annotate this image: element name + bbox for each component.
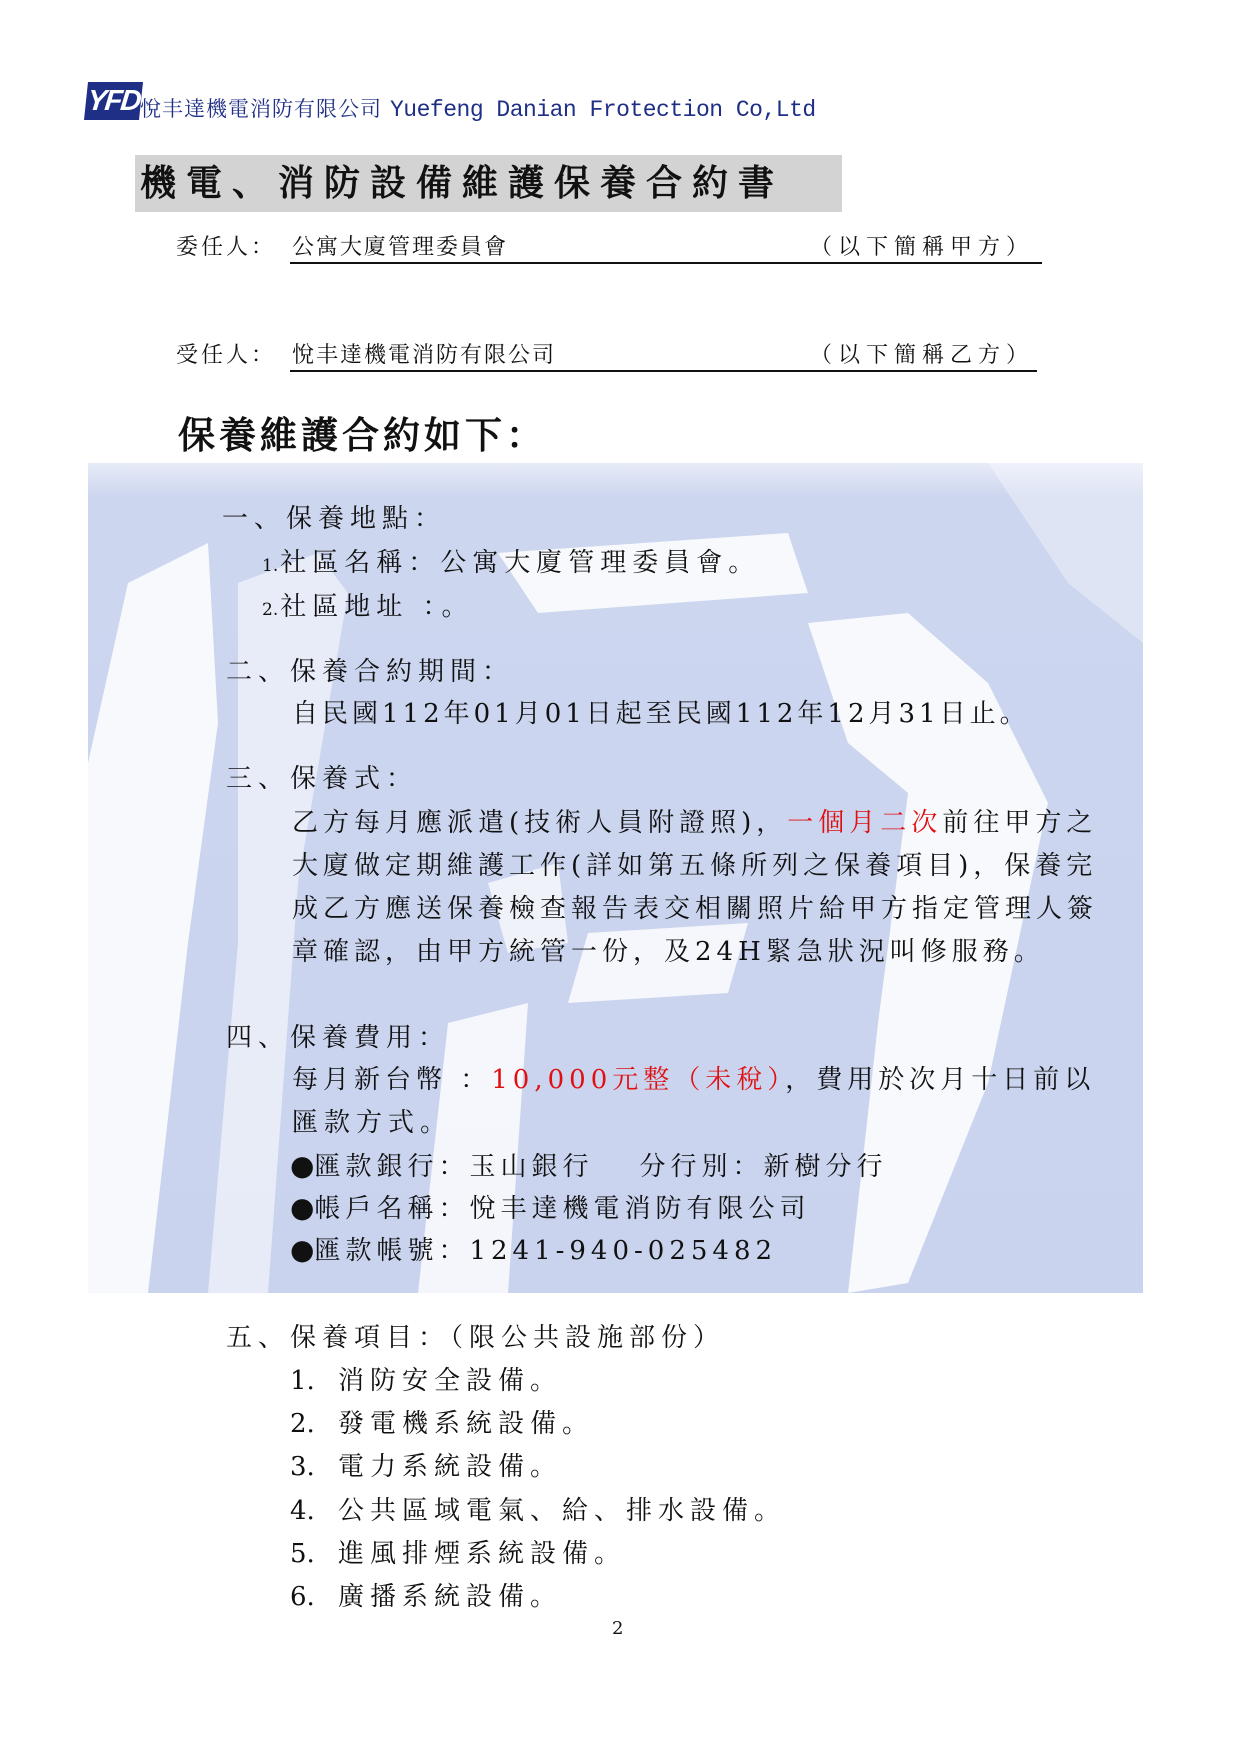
account-number-info: ●匯款帳號：1241-940-025482 [290, 1233, 778, 1266]
maintenance-item: 2. 發電機系統設備。 [290, 1409, 595, 1439]
section-fee-heading: 四、保養費用： [226, 1023, 451, 1053]
maintenance-item: 1. 消防安全設備。 [290, 1366, 563, 1396]
location-item: 1.社區名稱：公寓大廈管理委員會。 [262, 548, 761, 578]
contractor-label: 受任人： [176, 343, 277, 368]
fee-line-1: 每月新台幣 ：10,000元整（未稅），費用於次月十日前以 [292, 1065, 1096, 1095]
bullet-icon: ● [290, 1233, 315, 1266]
client-alias: （以下簡稱甲方） [810, 235, 1035, 260]
bullet-icon: ● [290, 1191, 315, 1224]
page-number: 2 [612, 1618, 624, 1639]
fee-amount-highlight: 10,000元整（未稅） [491, 1065, 786, 1095]
document-title: 機電、消防設備維護保養合約書 [140, 163, 785, 204]
fee-line-2: 匯款方式。 [292, 1108, 453, 1138]
client-label: 委任人： [176, 235, 277, 260]
company-logo: YFD [84, 82, 143, 120]
maintenance-item: 4. 公共區域電氣、給、排水設備。 [290, 1496, 787, 1526]
contractor-field [290, 342, 1037, 372]
contractor-name: 悅丰達機電消防有限公司 [292, 343, 557, 368]
bullet-icon: ● [290, 1149, 315, 1182]
frequency-highlight: 一個月二次 [787, 808, 943, 838]
method-line-3: 成乙方應送保養檢查報告表交相關照片給甲方指定管理人簽 [292, 894, 1099, 924]
maintenance-item: 6. 廣播系統設備。 [290, 1582, 563, 1612]
account-name-info: ●帳戶名稱：悅丰達機電消防有限公司 [290, 1191, 811, 1224]
section-location-heading: 一、保養地點： [222, 504, 447, 534]
yfd-watermark-logo [88, 463, 1143, 1313]
client-field [290, 234, 1042, 264]
contract-heading: 保養維護合約如下： [178, 414, 547, 457]
maintenance-item: 3. 電力系統設備。 [290, 1452, 563, 1482]
branch-name: 分行別：新樹分行 [639, 1152, 888, 1182]
method-line-4: 章確認，由甲方統管一份，及24H緊急狀況叫修服務。 [292, 937, 1045, 967]
company-header [140, 96, 816, 123]
maintenance-item: 5. 進風排煙系統設備。 [290, 1539, 627, 1569]
method-line-1: 乙方每月應派遣(技術人員附證照)，一個月二次前往甲方之 [292, 808, 1098, 838]
period-text: 自民國112年01月01日起至民國112年12月31日止。 [292, 699, 1030, 729]
location-item: 2.社區地址 ：。 [262, 592, 474, 622]
bank-name: 匯款銀行：玉山銀行 [314, 1152, 594, 1182]
contractor-alias: （以下簡稱乙方） [810, 343, 1035, 368]
section-period-heading: 二、保養合約期間： [226, 657, 515, 687]
section-items-heading: 五、保養項目：（限公共設施部份） [226, 1323, 726, 1353]
bank-info [290, 1149, 887, 1184]
company-name-cn: 悅丰達機電消防有限公司 [140, 97, 382, 121]
client-name: 公寓大廈管理委員會 [292, 235, 509, 260]
method-line-2: 大廈做定期維護工作(詳如第五條所列之保養項目)，保養完 [292, 851, 1098, 881]
company-name-en: Yuefeng Danian Frotection Co,Ltd [390, 97, 816, 123]
section-method-heading: 三、保養式： [226, 764, 419, 794]
